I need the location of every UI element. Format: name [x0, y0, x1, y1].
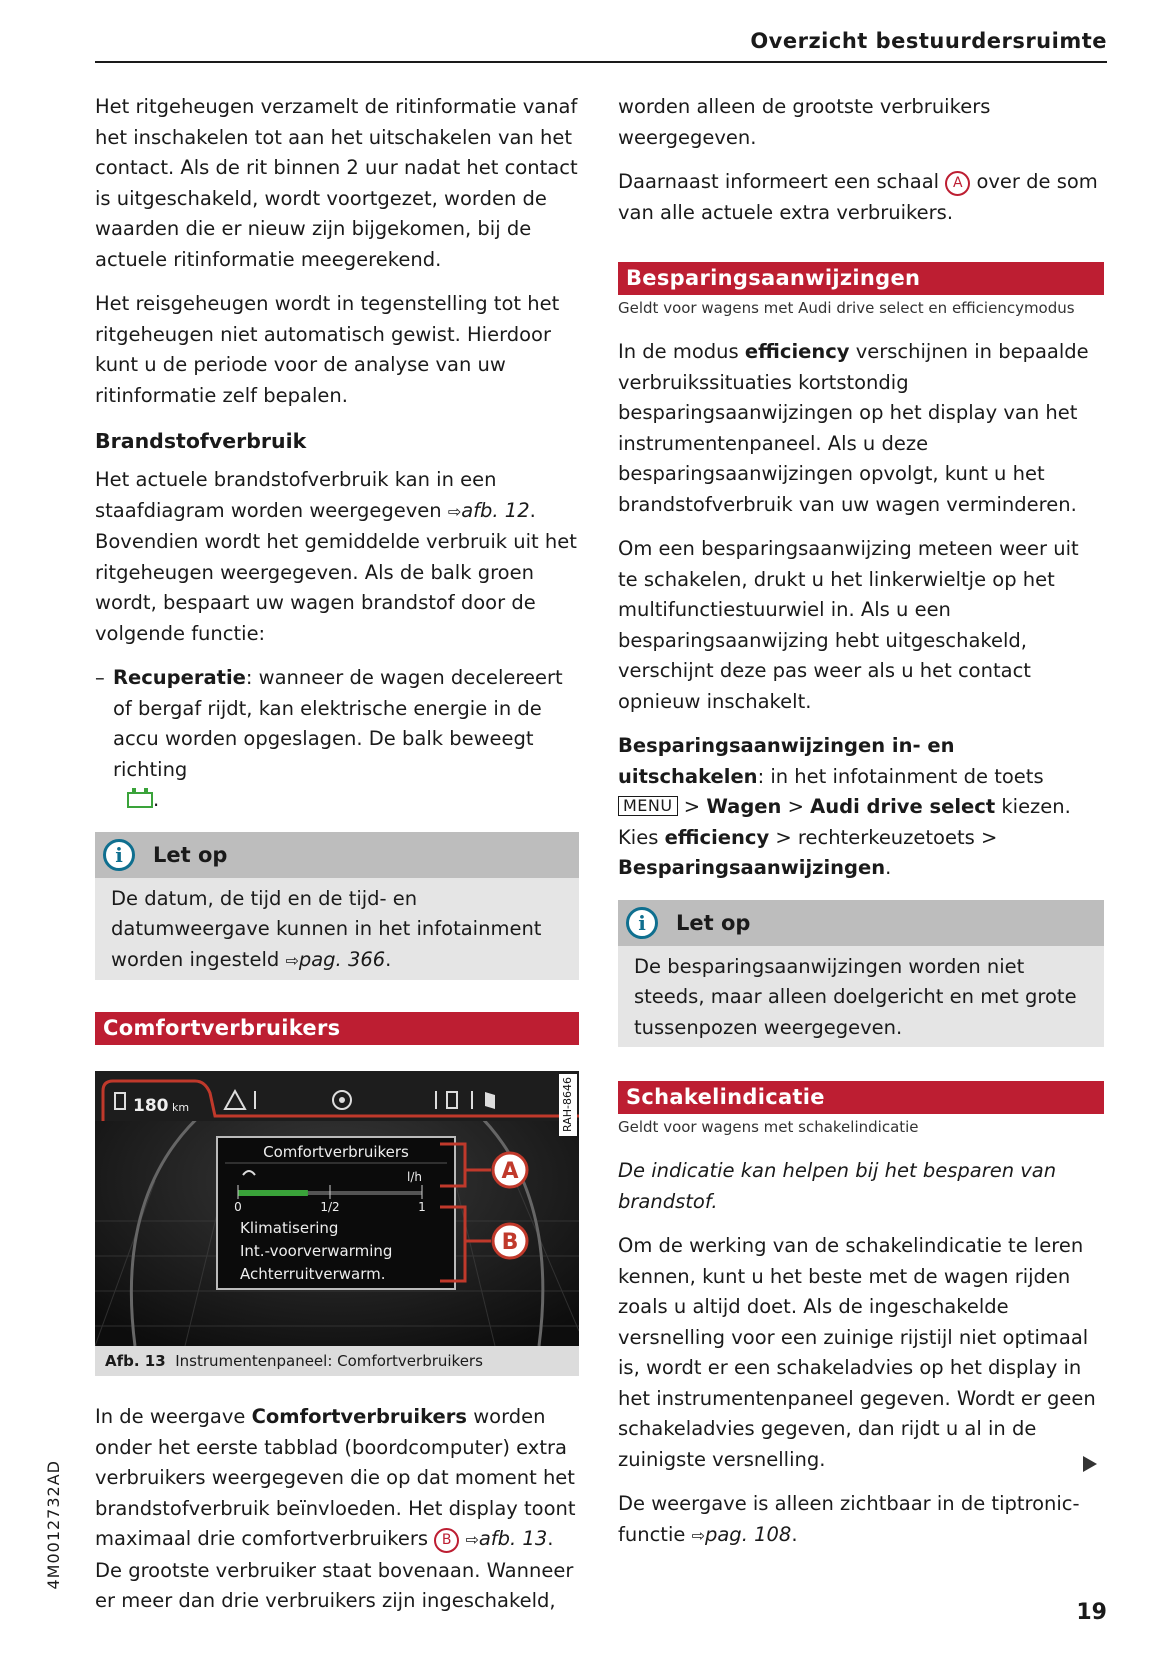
header-rule [95, 61, 1107, 63]
callout-b: B [501, 1230, 519, 1255]
left-column [95, 92, 579, 1631]
paragraph-comfortverbruikers: In de weergave Comfortverbruikers worden onder het eerste tabblad (boordcomputer) extra verbruikers weergegeven die op dat moment het brandstofverbruik beïnvloeden. Het display toont maximaal drie comfortverbruikers B ⇨afb. 13. De grootste verbruiker staat bovenaan. Wanneer er meer dan drie verbruikers zijn ingeschakeld, [95, 1405, 576, 1612]
ref-arrow-icon: ⇨ [447, 501, 462, 521]
note-header [95, 832, 579, 878]
consumer-item-3: Achterruitverwarm. [240, 1265, 386, 1283]
callout-b-marker: B [434, 1528, 459, 1553]
paragraph-indicatie-intro: De indicatie kan helpen bij het besparen van brandstof. [618, 1159, 1057, 1213]
list-item-recuperatie: – Recuperatie: wanneer de wagen decelereert of bergaf rijdt, kan elektrische energie in de accu worden opgeslagen. De balk beweegt richting . [95, 663, 579, 816]
figure-reference[interactable]: afb. 12 [461, 498, 530, 522]
section-subtitle-schakel: Geldt voor wagens met schakelindicatie [618, 1118, 919, 1136]
paragraph-grootste-verbruikers: worden alleen de grootste verbruikers weergegeven. [618, 95, 991, 149]
consumer-item-1: Klimatisering [240, 1219, 339, 1237]
ref-arrow-icon: ⇨ [691, 1525, 705, 1545]
paragraph-schaal: Daarnaast informeert een schaal A over de som van alle actuele extra verbruikers. [618, 170, 1098, 224]
panel-title: Comfortverbruikers [263, 1143, 409, 1161]
section-title-schakelindicatie: Schakelindicatie [618, 1081, 1104, 1114]
battery-icon [127, 792, 153, 808]
section-title-besparingsaanwijzingen: Besparingsaanwijzingen [618, 262, 1104, 295]
page-reference[interactable]: pag. 366 [298, 947, 386, 971]
page-header-title: Overzicht bestuurdersruimte [750, 29, 1107, 53]
paragraph-uitschakelen: Om een besparingsaanwijzing meteen weer uit te schakelen, drukt u het linkerwieltje op het multifunctiestuurwiel in. Als u een besparingsaanwijzing hebt uitgeschakeld, verschijnt deze pas weer als u het contact opnieuw inschakelt. [618, 537, 1079, 713]
range-unit: km [172, 1101, 190, 1114]
panel-unit: l/h [407, 1170, 422, 1184]
note-box-besparing [618, 900, 1104, 1048]
figure-ref-code: RAH-8646 [559, 1074, 577, 1136]
consumer-item-2: Int.-voorverwarming [240, 1242, 393, 1260]
scale-min-label: 0 [234, 1200, 242, 1214]
paragraph-schakelindicatie: Om de werking van de schakelindicatie te leren kennen, kunt u het beste met de wagen rijden zoals u altijd doet. Als de ingeschakelde versnelling voor een zuinige rijstijl niet optimaal is, wordt er een schakeladvies op het display in het instrumentenpaneel gegeven. Wordt er geen schakeladvies gegeven, dan rijdt u al in de zuinigste versnelling. [618, 1234, 1096, 1471]
info-icon: i [103, 839, 135, 871]
section-title-comfortverbruikers: Comfortverbruikers [95, 1012, 579, 1045]
note-title: Let op [676, 910, 751, 935]
scale-max-label: 1 [418, 1200, 426, 1214]
note-box-datum [95, 832, 579, 981]
paragraph-in-uitschakelen: Besparingsaanwijzingen in- en uitschakelen: in het infotainment de toets MENU > Wagen > Audi drive select kiezen. Kies efficiency > rechterkeuzetoets > Besparingsaanwijzingen. [618, 734, 1071, 879]
instrument-panel-illustration [95, 1071, 579, 1346]
page-reference[interactable]: pag. 108 [704, 1522, 792, 1546]
paragraph-tiptronic: De weergave is alleen zichtbaar in de tiptronic-functie ⇨pag. 108. [618, 1492, 1080, 1546]
note-body: De besparingsaanwijzingen worden niet steeds, maar alleen doelgericht en met grote tussenpozen weergegeven. [634, 954, 1077, 1039]
paragraph-efficiency: In de modus efficiency verschijnen in bepaalde verbruikssituaties kortstondig besparingsaanwijzingen op het display van het instrumentenpaneel. Als u deze besparingsaanwijzingen opvolgt, kunt u het brandstofverbruik van uw wagen verminderen. [618, 340, 1089, 516]
section-subtitle-besparing: Geldt voor wagens met Audi drive select en efficiencymodus [618, 299, 1075, 317]
menu-key: MENU [618, 796, 678, 816]
next-page-arrow-icon [1083, 1456, 1097, 1472]
note-body: De datum, de tijd en de tijd- en datumweergave kunnen in het infotainment worden ingesteld ⇨pag. 366. [111, 886, 542, 971]
figure-instrument-panel [95, 1071, 579, 1346]
consumption-scale-fill [238, 1190, 308, 1196]
dash-marker: – [95, 666, 105, 689]
figure-caption: Afb. 13 Instrumentenpaneel: Comfortverbruikers [95, 1346, 579, 1376]
ref-arrow-icon: ⇨ [465, 1530, 479, 1549]
info-icon: i [626, 907, 658, 939]
paragraph-brandstof: Het actuele brandstofverbruik kan in een staafdiagram worden weergegeven ⇨afb. 12. Bovendien wordt het gemiddelde verbruik uit het ritgeheugen weergegeven. Als de balk groen wordt, bespaart uw wagen brandstof door de volgende functie: [95, 468, 577, 645]
paragraph-ritgeheugen: Het ritgeheugen verzamelt de ritinformatie vanaf het inschakelen tot aan het uitschakelen van het contact. Als de rit binnen 2 uur nadat het contact is uitgeschakeld, wordt voortgezet, worden de waarden die er nieuw zijn bijgekomen, bij de actuele ritinformatie meegerekend. [95, 95, 578, 271]
heading-brandstofverbruik: Brandstofverbruik [95, 429, 307, 453]
paragraph-reisgeheugen: Het reisgeheugen wordt in tegenstelling tot het ritgeheugen niet automatisch gewist. Hierdoor kunt u de periode voor de analyse van uw ritinformatie zelf bepalen. [95, 292, 560, 407]
page-number: 19 [1076, 1600, 1107, 1625]
range-value: 180 [133, 1096, 169, 1116]
note-header [618, 900, 1104, 946]
callout-a-marker: A [945, 171, 970, 196]
right-column [618, 92, 1104, 1565]
callout-a: A [501, 1159, 519, 1184]
document-code: 4M0012732AD [44, 1460, 63, 1590]
ref-arrow-icon: ⇨ [285, 950, 299, 970]
figure-reference[interactable]: afb. 13 [478, 1527, 548, 1550]
note-title: Let op [153, 842, 228, 867]
scale-mid-label: 1/2 [320, 1200, 340, 1214]
